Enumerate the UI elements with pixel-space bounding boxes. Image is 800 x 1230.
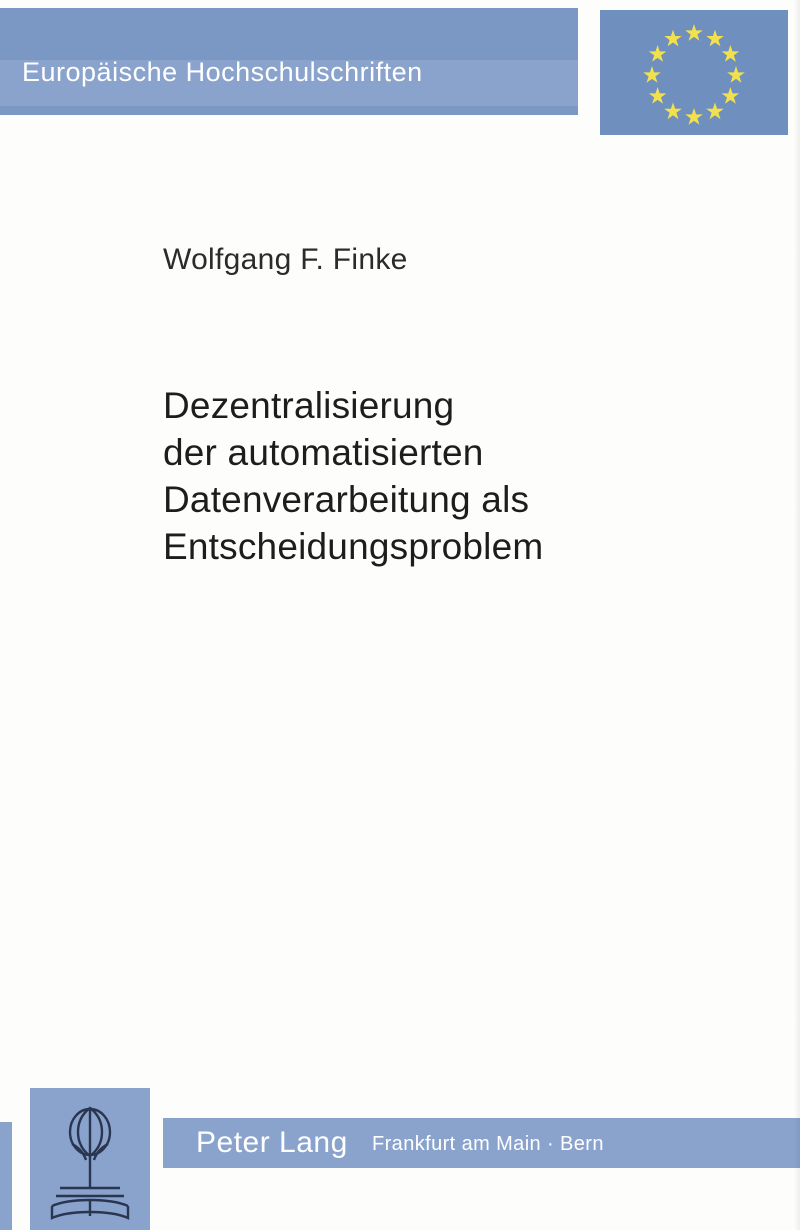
publisher-places: Frankfurt am Main · Bern [372,1133,604,1155]
series-title: Europäische Hochschulschriften [22,57,423,87]
author-name: Wolfgang F. Finke [163,243,408,276]
book-title [163,382,723,570]
title-line-3: Datenverarbeitung als [163,479,530,520]
publisher-name: Peter Lang [196,1126,348,1159]
publisher-logo [30,1088,150,1230]
spine-strip [0,1122,12,1230]
european-union-flag-icon [600,10,788,135]
page-edge-shadow [794,0,800,1230]
title-line-1: Dezentralisierung [163,385,455,426]
title-line-2: der automatisierten [163,432,484,473]
title-line-4: Entscheidungsproblem [163,526,544,567]
